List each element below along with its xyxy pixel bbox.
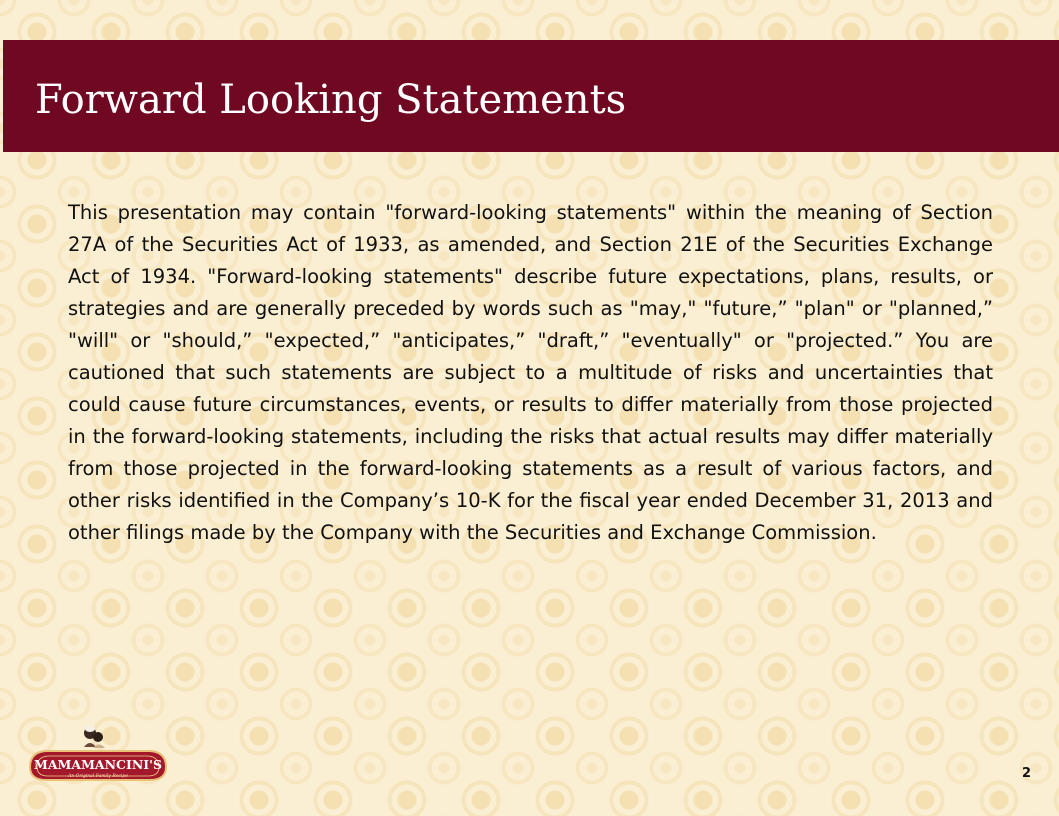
logo-tagline-text: An Original Family Recipe [68, 774, 128, 779]
logo-brand-text: MAMAMANCINI'S [34, 757, 162, 772]
chef-figures-icon [84, 726, 105, 748]
page-number: 2 [1021, 766, 1031, 781]
body-paragraph: This presentation may contain "forward-looking statements" within the meaning of Section 27A of the Securities Act of 1933, as amended, and Section 21E of the Securities Exchange Act of 1934. "Forward-looking statements" describe future expectations, plans, results, or strategies and are generally preceded by words such as "may," "future,” "plan" or "planned,” "will" or "should,” "expected,” "anticipates,” "draft,” "eventually" or "projected.” You are cautioned that such statements are subject to a multitude of risks and uncertainties that could cause future circumstances, events, or results to differ materially from those projected in the forward-looking statements, including the risks that actual results may differ materially from those projected in the forward-looking statements as a result of various factors, and other risks identified in the Company’s 10-K for the fiscal year ended December 31, 2013 and other filings made by the Company with the Securities and Exchange Commission. [68, 201, 993, 544]
slide-title: Forward Looking Statements [35, 77, 627, 123]
mama-mancinis-logo [26, 723, 170, 787]
